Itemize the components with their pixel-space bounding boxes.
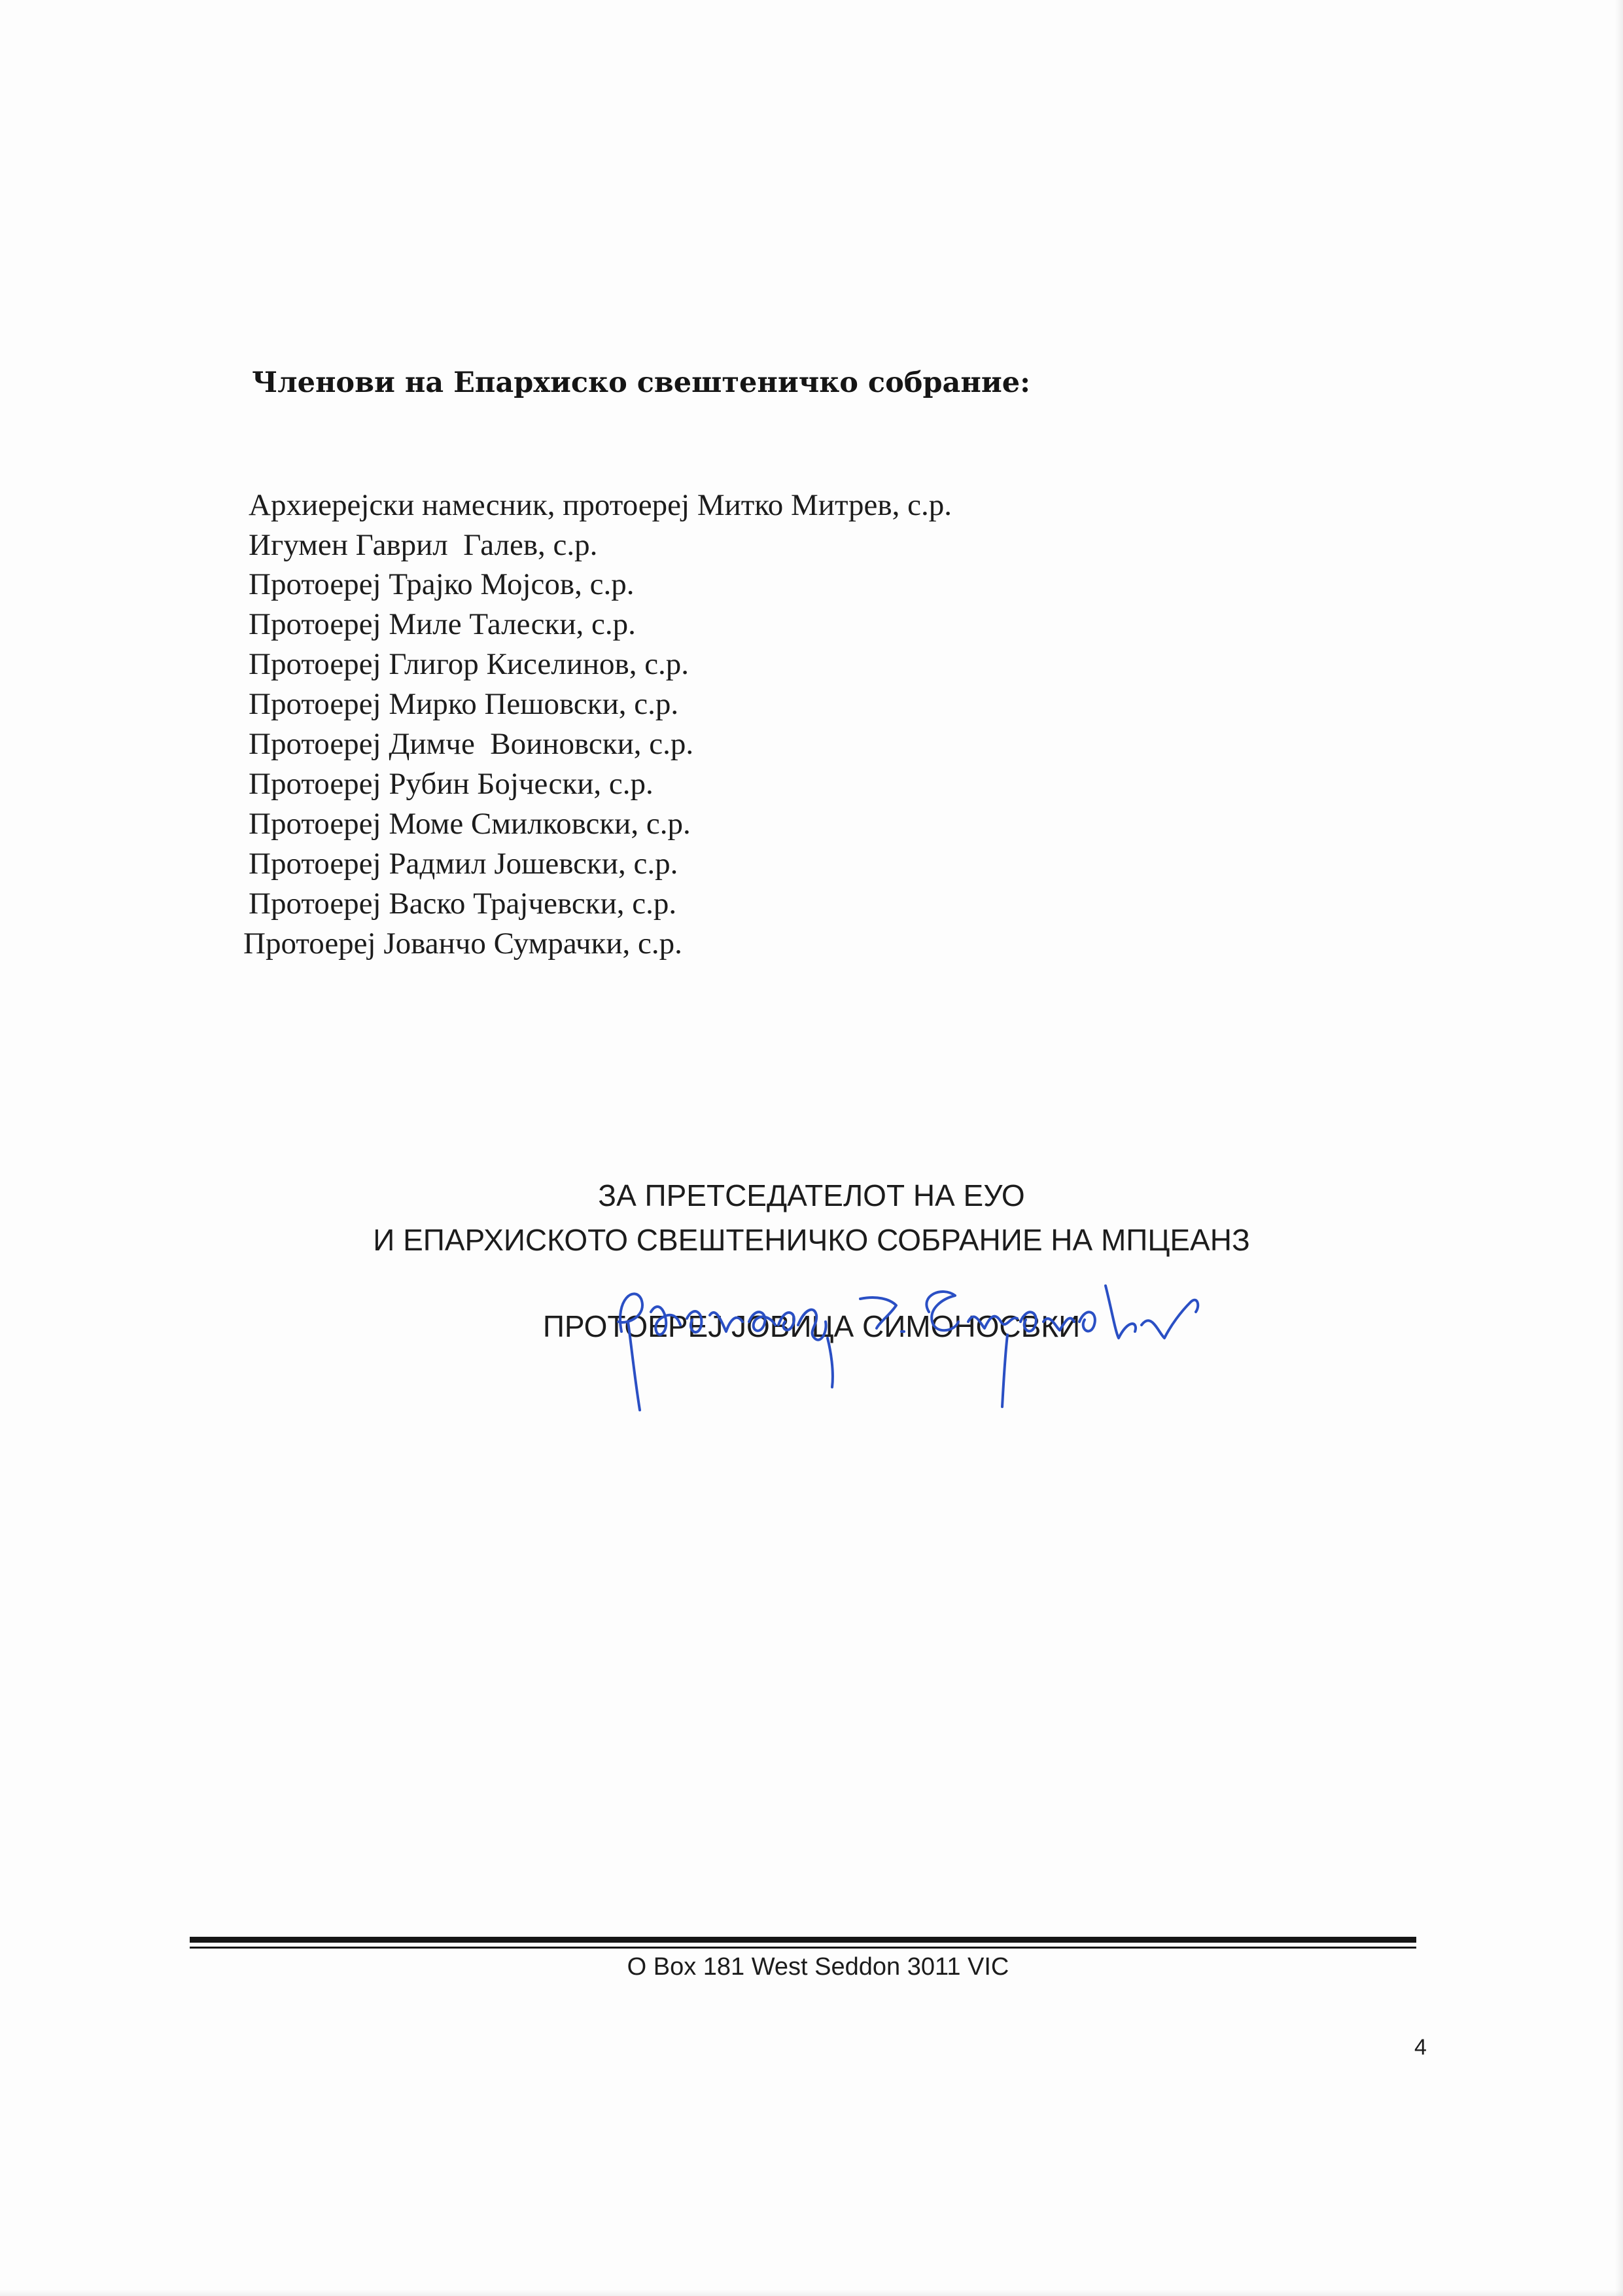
member-line: Архиерејски намесник, протоереј Митко Митрев, с.р.	[249, 488, 952, 522]
handwritten-signature	[589, 1260, 1230, 1417]
scan-edge	[0, 2289, 1623, 2296]
chair-title-line1: ЗА ПРЕТСЕДАТЕЛОТ НА ЕУО	[598, 1178, 1025, 1212]
member-line: Протоереј Радмил Јошевски, с.р.	[249, 847, 678, 881]
footer-rule	[190, 1937, 1416, 1943]
member-line: Протоереј Мирко Пешовски, с.р.	[249, 687, 679, 721]
scan-edge	[1615, 0, 1623, 2296]
member-line: Протоереј Рубин Бојчески, с.р.	[249, 767, 654, 801]
member-line: Протоереј Васко Трајчевски, с.р.	[249, 887, 677, 921]
members-heading: Членови на Епархиско свештеничко собрание:	[252, 366, 1030, 399]
member-line: Игумен Гаврил Галев, с.р.	[249, 528, 598, 562]
member-line: Протоереј Миле Талески, с.р.	[249, 607, 636, 641]
member-line: Протоереј Моме Смилковски, с.р.	[249, 807, 691, 841]
footer-rule	[190, 1947, 1416, 1949]
chair-name: ПРОТОЕРЕЈ ЈОВИЦА СИМОНОСВКИ	[542, 1309, 1081, 1343]
footer-address: O Box 181 West Seddon 3011 VIC	[627, 1953, 1009, 1981]
member-line: Протоереј Глигор Киселинов, с.р.	[249, 647, 689, 681]
member-line: Протоереј Трајко Мојсов, с.р.	[249, 567, 635, 601]
member-line: Протоереј Димче Воиновски, с.р.	[249, 727, 694, 761]
members-list	[0, 0, 1623, 981]
chair-title-line2: И ЕПАРХИСКОТО СВЕШТЕНИЧКО СОБРАНИЕ НА МПЦЕАНЗ	[373, 1223, 1250, 1257]
page-number: 4	[1414, 2035, 1427, 2060]
member-line: Протоереј Јованчо Сумрачки, с.р.	[243, 927, 682, 961]
